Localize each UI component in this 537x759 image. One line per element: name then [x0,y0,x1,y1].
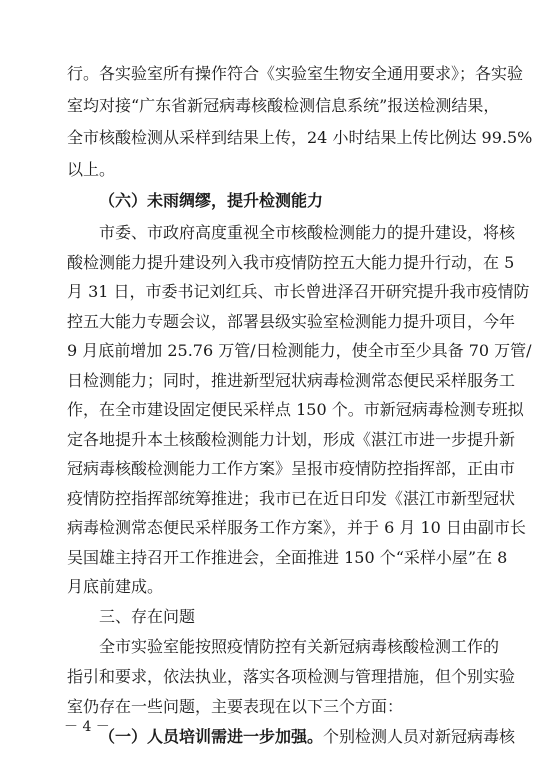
paragraph-line: 控五大能力专题会议，部署县级实验室检测能力提升项目，今年 [67,312,516,331]
item-text: 个别检测人员对新冠病毒核 [323,727,516,746]
paragraph-line: 指引和要求，依法执业，落实各项检测与管理措施，但个别实验 [67,667,516,686]
paragraph-line: 月底前建成。 [67,577,164,596]
paragraph-line: 酸检测能力提升建设列入我市疫情防控五大能力提升行动，在 5 [67,253,515,272]
paragraph-line: 冠病毒核酸检测能力工作方案》呈报市疫情防控指挥部，正由市 [67,459,516,478]
paragraph-line: 9 月底前增加 25.76 万管/日检测能力，使全市至少具备 70 万管/ [67,341,532,360]
paragraph-line: 室仍存在一些问题，主要表现在以下三个方面： [67,697,404,716]
paragraph-line: 疫情防控指挥部统筹推进；我市已在近日印发《湛江市新型冠状 [67,489,516,508]
numbered-item-line [99,727,516,747]
paragraph-line: 作，在全市建设固定便民采样点 150 个。市新冠病毒检测专班拟 [67,400,524,419]
paragraph-line: 全市核酸检测从采样到结果上传，24 小时结果上传比例达 99.5% [67,128,533,147]
paragraph-line: 行。各实验室所有操作符合《实验室生物安全通用要求》；各实验 [67,64,524,83]
paragraph-line: 全市实验室能按照疫情防控有关新冠病毒核酸检测工作的 [99,637,500,656]
section-heading: 三、存在问题 [99,607,196,626]
paragraph-line: 市委、市政府高度重视全市核酸检测能力的提升建设，将核 [99,223,516,242]
paragraph-line: 室均对接“广东省新冠病毒核酸检测信息系统”报送检测结果， [67,96,500,115]
paragraph-line: 定各地提升本土核酸检测能力计划，形成《湛江市进一步提升新 [67,430,516,449]
paragraph-line: 月 31 日，市委书记刘红兵、市长曾进泽召开研究提升我市疫情防 [67,282,530,301]
section-heading: （六）未雨绸缪，提升检测能力 [99,191,324,210]
paragraph-line: 病毒检测常态便民采样服务工作方案》，并于 6 月 10 日由副市长 [67,518,526,537]
paragraph-line: 吴国雄主持召开工作推进会，全面推进 150 个“采样小屋”在 8 [67,548,508,567]
page-number: － 4 － [64,719,110,735]
paragraph-line: 日检测能力；同时，推进新型冠状病毒检测常态便民采样服务工 [67,371,516,390]
paragraph-line: 以上。 [67,160,116,179]
item-heading: （一）人员培训需进一步加强。 [99,727,324,746]
